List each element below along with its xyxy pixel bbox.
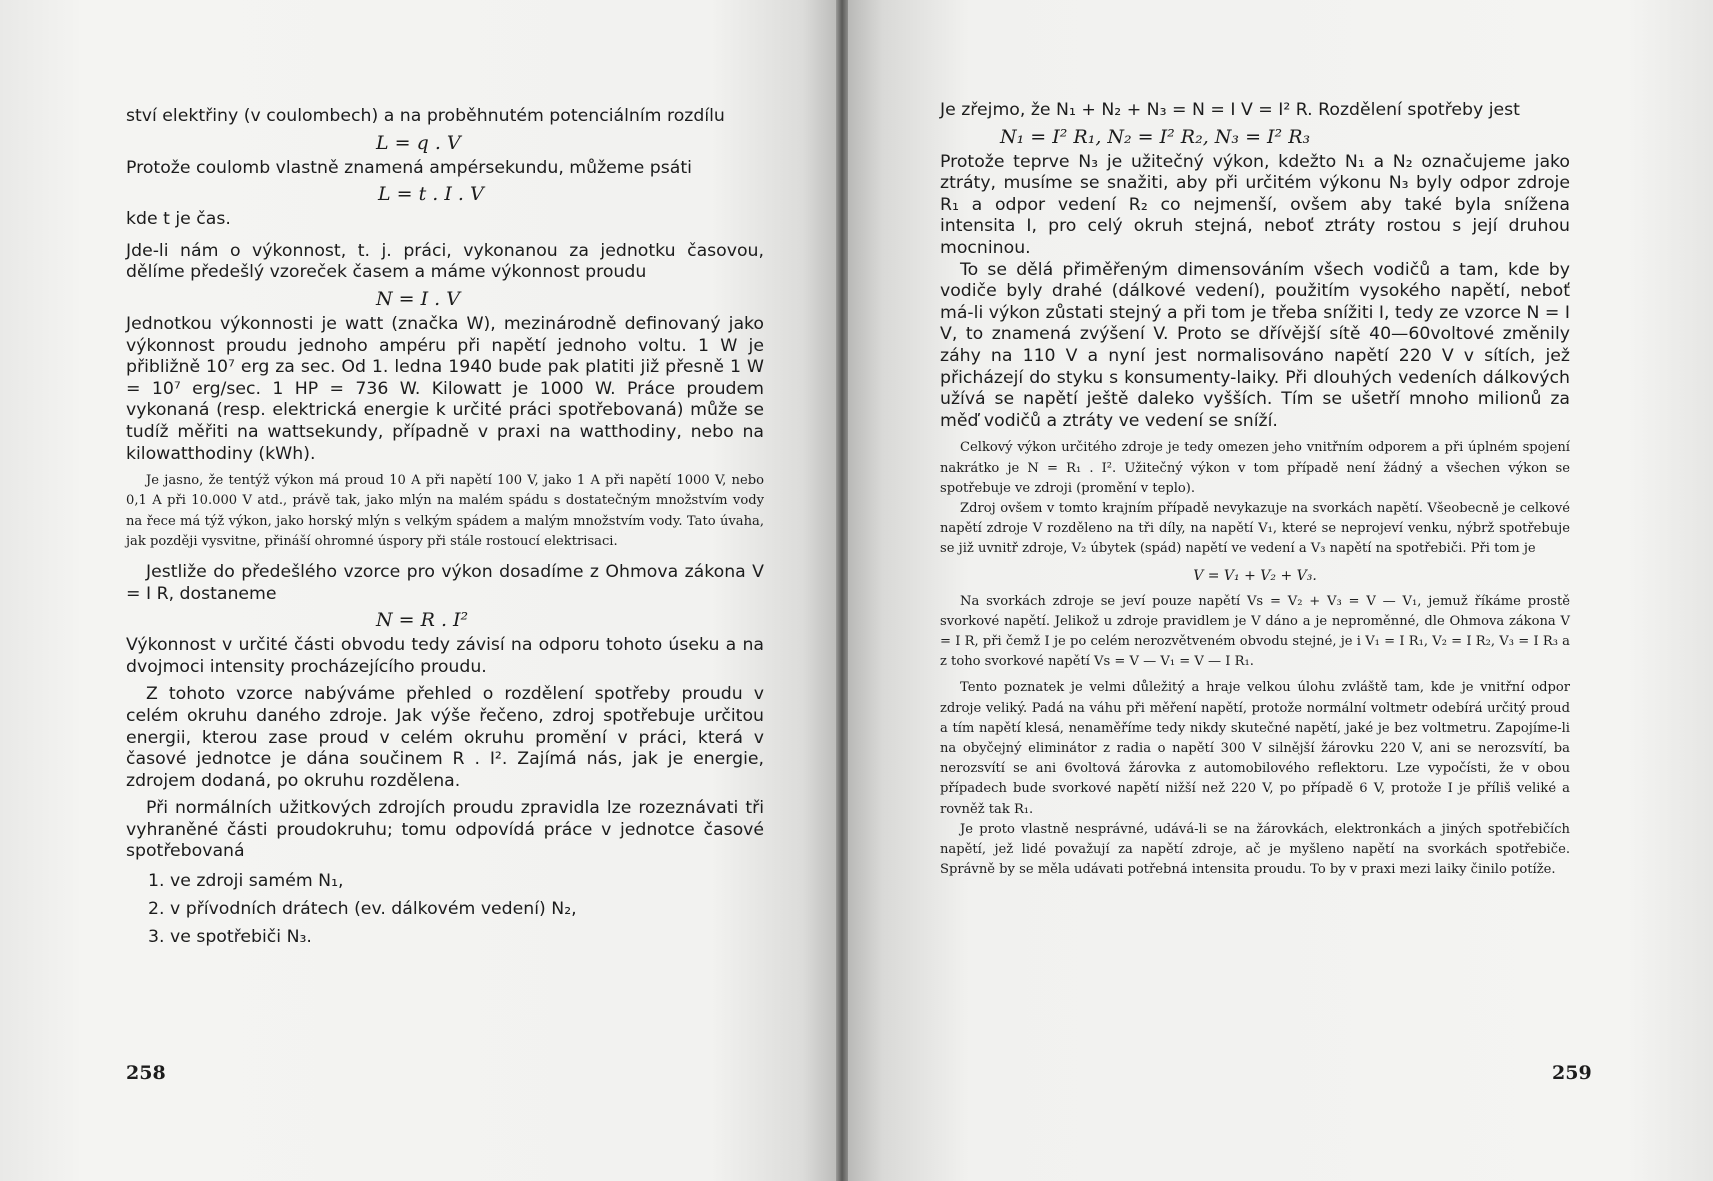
formula: L = t . I . V <box>378 183 484 206</box>
list-item: 3. ve spotřebiči N₃. <box>148 927 312 948</box>
paragraph: ství elektřiny (v coulombech) a na proběhnutém potenciálním rozdílu <box>126 106 725 126</box>
paragraph: Protože teprve N₃ je užitečný výkon, kdežto N₁ a N₂ označujeme jako ztráty, musíme se snažiti, aby při určitém výkonu N₃ byly odpor zdroje R₁ a odpor vedení R₂ co nejmenší, ovšem aby také byla snížena intensita I, pro celý okruh stejná, neboť ztráty rostou s její druhou mocninou. <box>940 151 1570 258</box>
note-paragraph: Je jasno, že tentýž výkon má proud 10 A při napětí 100 V, jako 1 A při napětí 1000 V, nebo 0,1 A při 10.000 V atd., právě tak, jako mlýn na malém spádu s dostatečným množstvím vody na řece má týž výkon, jako horský mlýn s velkým spádem a malým množstvím vody. Tato úvaha, jak později vysvitne, přináší ohromné úspory při stále rostoucí elektrisaci. <box>126 473 764 549</box>
consumption-list <box>126 867 764 951</box>
formula: L = q . V <box>376 131 461 154</box>
formula: N = R . I² <box>376 609 469 632</box>
list-item: 2. v přívodních drátech (ev. dálkovém vedení) N₂, <box>148 899 577 920</box>
left-page-text <box>126 106 764 951</box>
page-number: 259 <box>1552 1062 1592 1084</box>
paragraph: To se dělá přiměřeným dimensováním všech vodičů a tam, kde by vodiče byly drahé (dálkové vedení), použitím vysokého napětí, neboť má-li výkon zůstati stejný a při tom je třeba snížiti I, tedy ze vzorce N = I V, to znamená zvýšení V. Proto se dřívější sítě 40—60voltové změnily záhy na 110 V a nyní jest normalisováno napětí 220 V v sítích, jež přicházejí do styku s konsumenty-laiky. Při dlouhých vedeních dálkových užívá se napětí ještě daleko vyšších. Tím se ušetří mnoho milionů za měď vodičů a ztráty ve vedení se sníží. <box>940 259 1570 431</box>
book-gutter <box>836 0 848 1181</box>
left-page <box>0 0 836 1181</box>
note-paragraph: Na svorkách zdroje se jeví pouze napětí Vs = V₂ + V₃ = V — V₁, jemuž říkáme prostě svorkové napětí. Jelikož u zdroje pravidlem je V dáno a je neproměnné, dle Ohmova zákona V = I R, při čemž I je po celém nerozvětveném obvodu stejné, je i V₁ = I R₁, V₂ = I R₂, V₃ = I R₃ a z toho svorkové napětí Vs = V — V₁ = V — I R₁. <box>940 593 1570 670</box>
paragraph: Jestliže do předešlého vzorce pro výkon dosadíme z Ohmova zákona V = I R, dostaneme <box>126 561 764 604</box>
paragraph: kde t je čas. <box>126 209 231 230</box>
formula: N = I . V <box>376 287 460 310</box>
page-number: 258 <box>126 1062 166 1084</box>
paragraph: Z tohoto vzorce nabýváme přehled o rozdělení spotřeby proudu v celém okruhu daného zdroje. Jak výše řečeno, zdroj spotřebuje určitou energii, kterou zase proud v celém okruhu promění v práci, která v časové jednotce je dána součinem R . I². Zajímá nás, jak je energie, zdrojem dodaná, po okruhu rozdělena. <box>126 684 764 791</box>
note-paragraph: Tento poznatek je velmi důležitý a hraje velkou úlohu zvláště tam, kde je vnitřní odpor zdroje veliký. Padá na váhu při měření napětí, protože normální voltmetr odebírá určitý proud a tím napětí klesá, nenaměříme tedy nikdy skutečné napětí, jaké je bez voltmetru. Zapojíme-li na obyčejný eliminátor z radia o napětí 300 V silnější žárovku 220 V, ani se nerozsvítí, ba nerozsvítí se ani 6voltová žárovka z automobilového reflektoru. Lze vypočísti, že v obou případech bude svorkové napětí nižší než 220 V, po případě 6 V, protože I je příliš veliké a rovněž tak R₁. <box>940 680 1570 817</box>
paragraph: Výkonnost v určité části obvodu tedy závisí na odporu tohoto úseku a na dvojmoci intensity procházejícího proudu. <box>126 635 764 677</box>
formula: N₁ = I² R₁, N₂ = I² R₂, N₃ = I² R₃ <box>1000 125 1311 148</box>
paragraph: Jednotkou výkonnosti je watt (značka W), mezinárodně definovaný jako výkonnost proudu jednoho ampéru při napětí jednoho voltu. 1 W je přibližně 10⁷ erg za sec. Od 1. ledna 1940 bude pak platiti již přesně 1 W = 10⁷ erg/sec. 1 HP = 736 W. Kilowatt je 1000 W. Práce proudem vykonaná (resp. elektrická energie k určité práci spotřebovaná) může se tudíž měřiti na wattsekundy, případně v praxi na watthodiny, nebo na kilowatthodiny (kWh). <box>126 313 764 464</box>
paragraph: Jde-li nám o výkonnost, t. j. práci, vykonanou za jednotku časovou, dělíme předešlý vzoreček časem a máme výkonnost proudu <box>126 240 764 283</box>
paragraph: Při normálních užitkových zdrojích proudu zpravidla lze rozeznávati tři vyhraněné části proudokruhu; tomu odpovídá práce v jednotce časové spotřebovaná <box>126 798 764 862</box>
list-item: 1. ve zdroji samém N₁, <box>148 871 344 892</box>
note-paragraph: Zdroj ovšem v tomto krajním případě nevykazuje na svorkách napětí. Všeobecně je celkové napětí zdroje V rozděleno na tři díly, na napětí V₁, které se neprojeví venku, nýbrž spotřebuje se již uvnitř zdroje, V₂ úbytek (spád) napětí ve vedení a V₃ napětí na spotřebiči. Při tom je <box>940 500 1570 557</box>
paragraph: Protože coulomb vlastně znamená ampérsekundu, můžeme psáti <box>126 157 692 178</box>
right-page <box>848 0 1713 1181</box>
right-page-text <box>940 100 1570 880</box>
note-paragraph: Je proto vlastně nesprávné, udává-li se na žárovkách, elektronkách a jiných spotřebičích napětí, jež lidé považují za napětí zdroje, ač je myšleno napětí na svorkách spotřebiče. Správně by se měla udávati potřebná intensita proudu. To by v praxi mezi laiky činilo potíže. <box>940 821 1570 878</box>
note-paragraph: Celkový výkon určitého zdroje je tedy omezen jeho vnitřním odporem a při úplném spojení nakrátko je N = R₁ . I². Užitečný výkon v tom případě není žádný a všechen výkon se spotřebuje ve zdroji (promění v teplo). <box>940 440 1570 496</box>
formula: V = V₁ + V₂ + V₃. <box>1193 567 1317 584</box>
paragraph: Je zřejmo, že N₁ + N₂ + N₃ = N = I V = I² R. Rozdělení spotřeby jest <box>940 100 1520 120</box>
